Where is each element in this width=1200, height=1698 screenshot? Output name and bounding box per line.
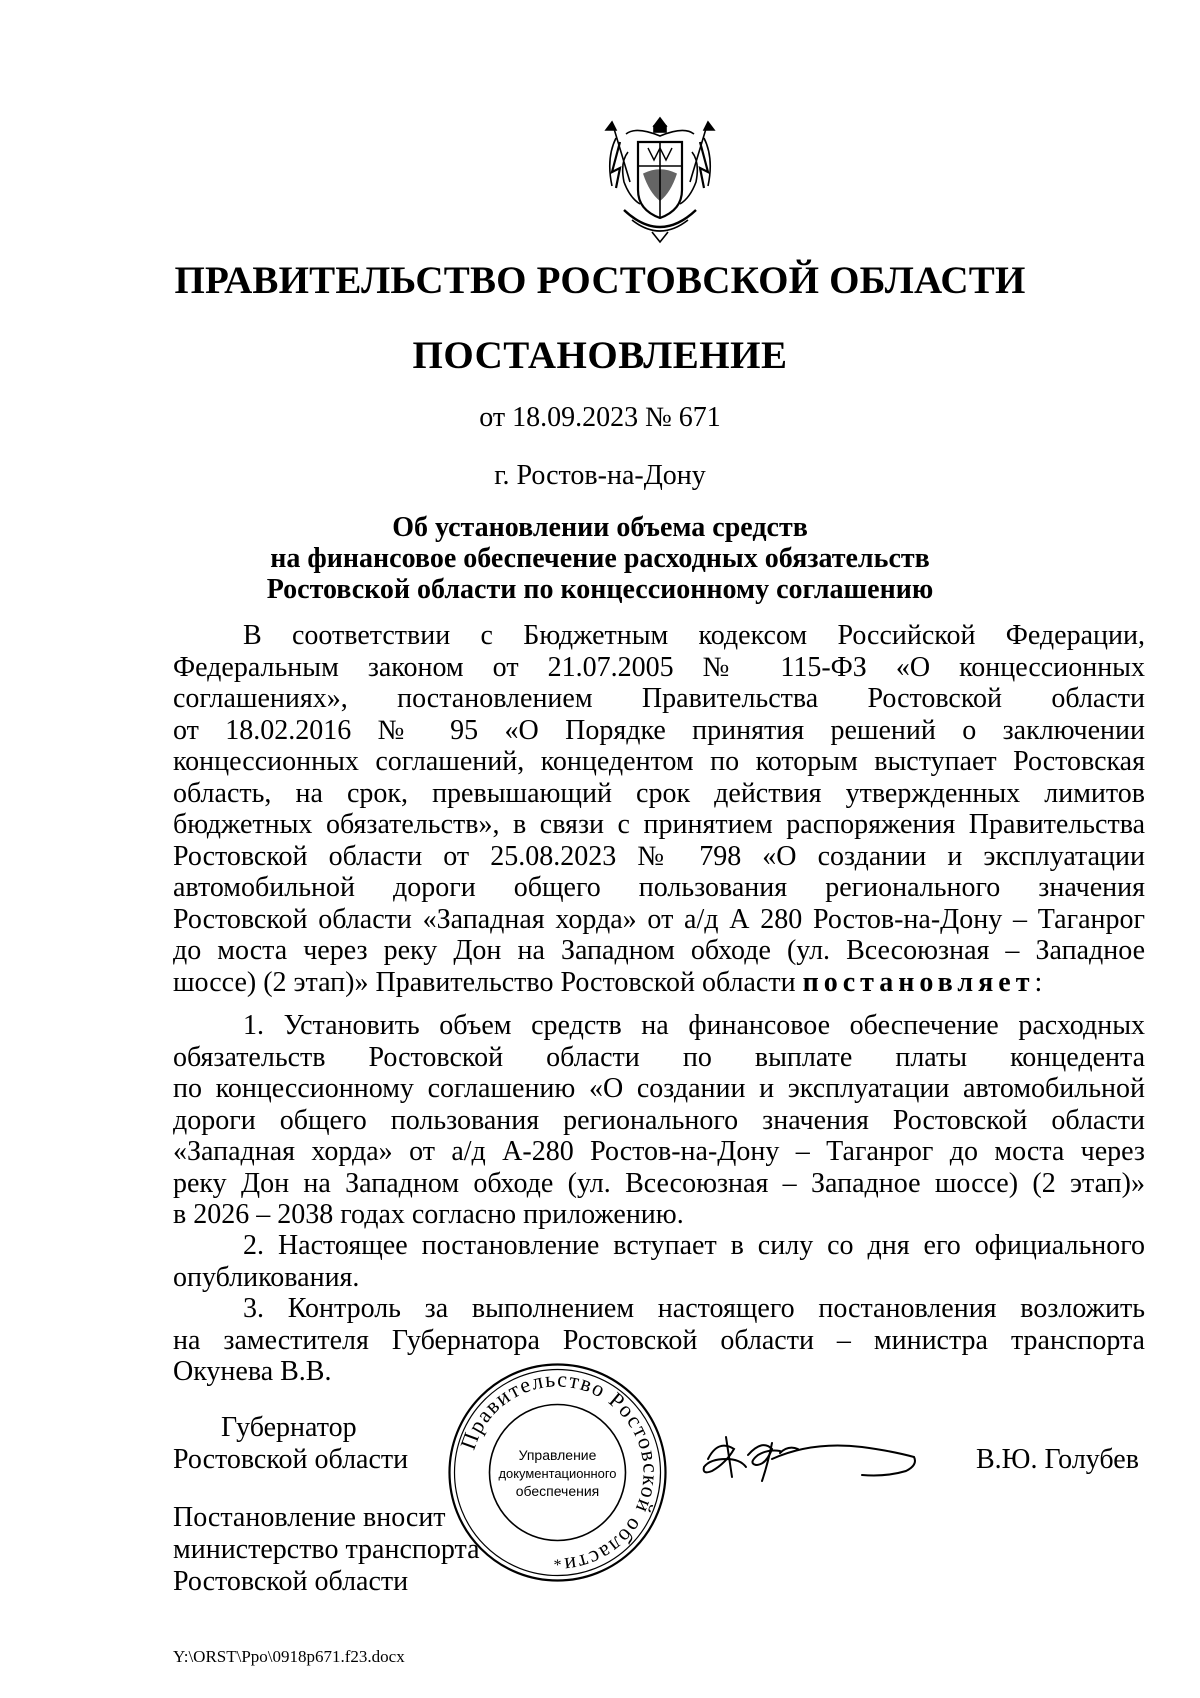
text-fragment: шоссе) (2 этап)» Правительство Ростовской области [173,966,796,998]
text-line: область, на срок, превышающий срок действия утвержденных лимитов [173,777,1145,809]
text-line: бюджетных обязательств», в связи с принятием распоряжения Правительства [173,809,1145,840]
signatory-position-line: Губернатор [221,1412,357,1443]
introduced-by-line: Постановление вносит [173,1502,446,1533]
signatory-position [173,1412,408,1476]
government-title: ПРАВИТЕЛЬСТВО РОСТОВСКОЙ ОБЛАСТИ [174,259,1026,302]
introduced-by [173,1502,480,1598]
stamp-inner-line: обеспечения [515,1483,600,1499]
text-line: опубликования. [173,1261,360,1293]
text-line: в 2026 – 2038 годах согласно приложению. [173,1199,684,1230]
subject-line: на финансовое обеспечение расходных обязательств [270,543,930,574]
document-city: г. Ростов-на-Дону [494,460,706,491]
text-line: 3. Контроль за выполнением настоящего постановления возложить [243,1293,1145,1324]
text-line: реку Дон на Западном обходе (ул. Всесоюзная – Западное шоссе) (2 этап)» [173,1167,1145,1199]
text-line: обязательств Ростовской области по выплате платы концедента [173,1041,1145,1073]
signatory-name: В.Ю. Голубев [976,1444,1139,1475]
text-line: 1. Установить объем средств на финансовое обеспечение расходных [243,1010,1145,1041]
document-date-number: от 18.09.2023 № 671 [479,402,721,433]
handwritten-signature [688,1425,928,1485]
text-line: автомобильной дороги общего пользования регионального значения [173,872,1145,903]
text-line: Ростовской области от 25.08.2023 № 798 «О создании и эксплуатации [173,840,1145,872]
text-line: дороги общего пользования регионального значения Ростовской области [173,1104,1145,1136]
document-subject [0,512,1200,605]
text-line: до моста через реку Дон на Западном обходе (ул. Всесоюзная – Западное [173,935,1145,966]
stamp-inner-line: Управление [518,1447,597,1463]
text-line: Федеральным законом от 21.07.2005 № 115-ФЗ «О концессионных [173,651,1145,683]
item-2-paragraph [173,1230,1145,1293]
text-line: В соответствии с Бюджетным кодексом Российской Федерации, [243,620,1145,651]
stamp-inner-line: документационного [498,1466,617,1481]
file-path-footer: Y:\ORST\Ppo\0918p671.f23.docx [173,1647,405,1666]
stamp-star-icon: * [553,1557,562,1574]
text-line: 2. Настоящее постановление вступает в силу со дня его официального [243,1230,1145,1261]
introduced-by-line: Ростовской области [173,1566,409,1597]
text-fragment: : [1034,966,1043,998]
text-line: Ростовской области «Западная хорда» от а/д А 280 Ростов-на-Дону – Таганрог [173,903,1145,935]
item-1-paragraph [173,1010,1145,1231]
text-line: на заместителя Губернатора Ростовской области – министра транспорта [173,1324,1145,1356]
coat-of-arms-icon [598,112,722,248]
text-line [173,967,1145,999]
text-line: «Западная хорда» от а/д А-280 Ростов-на-Дону – Таганрог до моста через [173,1136,1145,1167]
introduced-by-line: министерство транспорта [173,1534,480,1565]
signatory-position-line: Ростовской области [173,1444,409,1475]
preamble-paragraph [173,620,1145,998]
subject-line: Об установлении объема средств [392,512,808,543]
document-type-title: ПОСТАНОВЛЕНИЕ [412,334,788,377]
subject-line: Ростовской области по концессионному соглашению [266,574,934,605]
text-line: соглашениях», постановлением Правительства Ростовской области [173,683,1145,714]
official-stamp [445,1360,670,1585]
text-line: концессионных соглашений, концедентом по которым выступает Ростовская [173,746,1145,777]
text-line: Окунева В.В. [173,1356,332,1387]
resolution-keyword: постановляет [802,966,1035,998]
text-line: от 18.02.2016 № 95 «О Порядке принятия решений о заключении [173,714,1145,746]
text-line: по концессионному соглашению «О создании и эксплуатации автомобильной [173,1073,1145,1104]
stamp-outer-path: Правительство Ростовской области [455,1366,664,1579]
